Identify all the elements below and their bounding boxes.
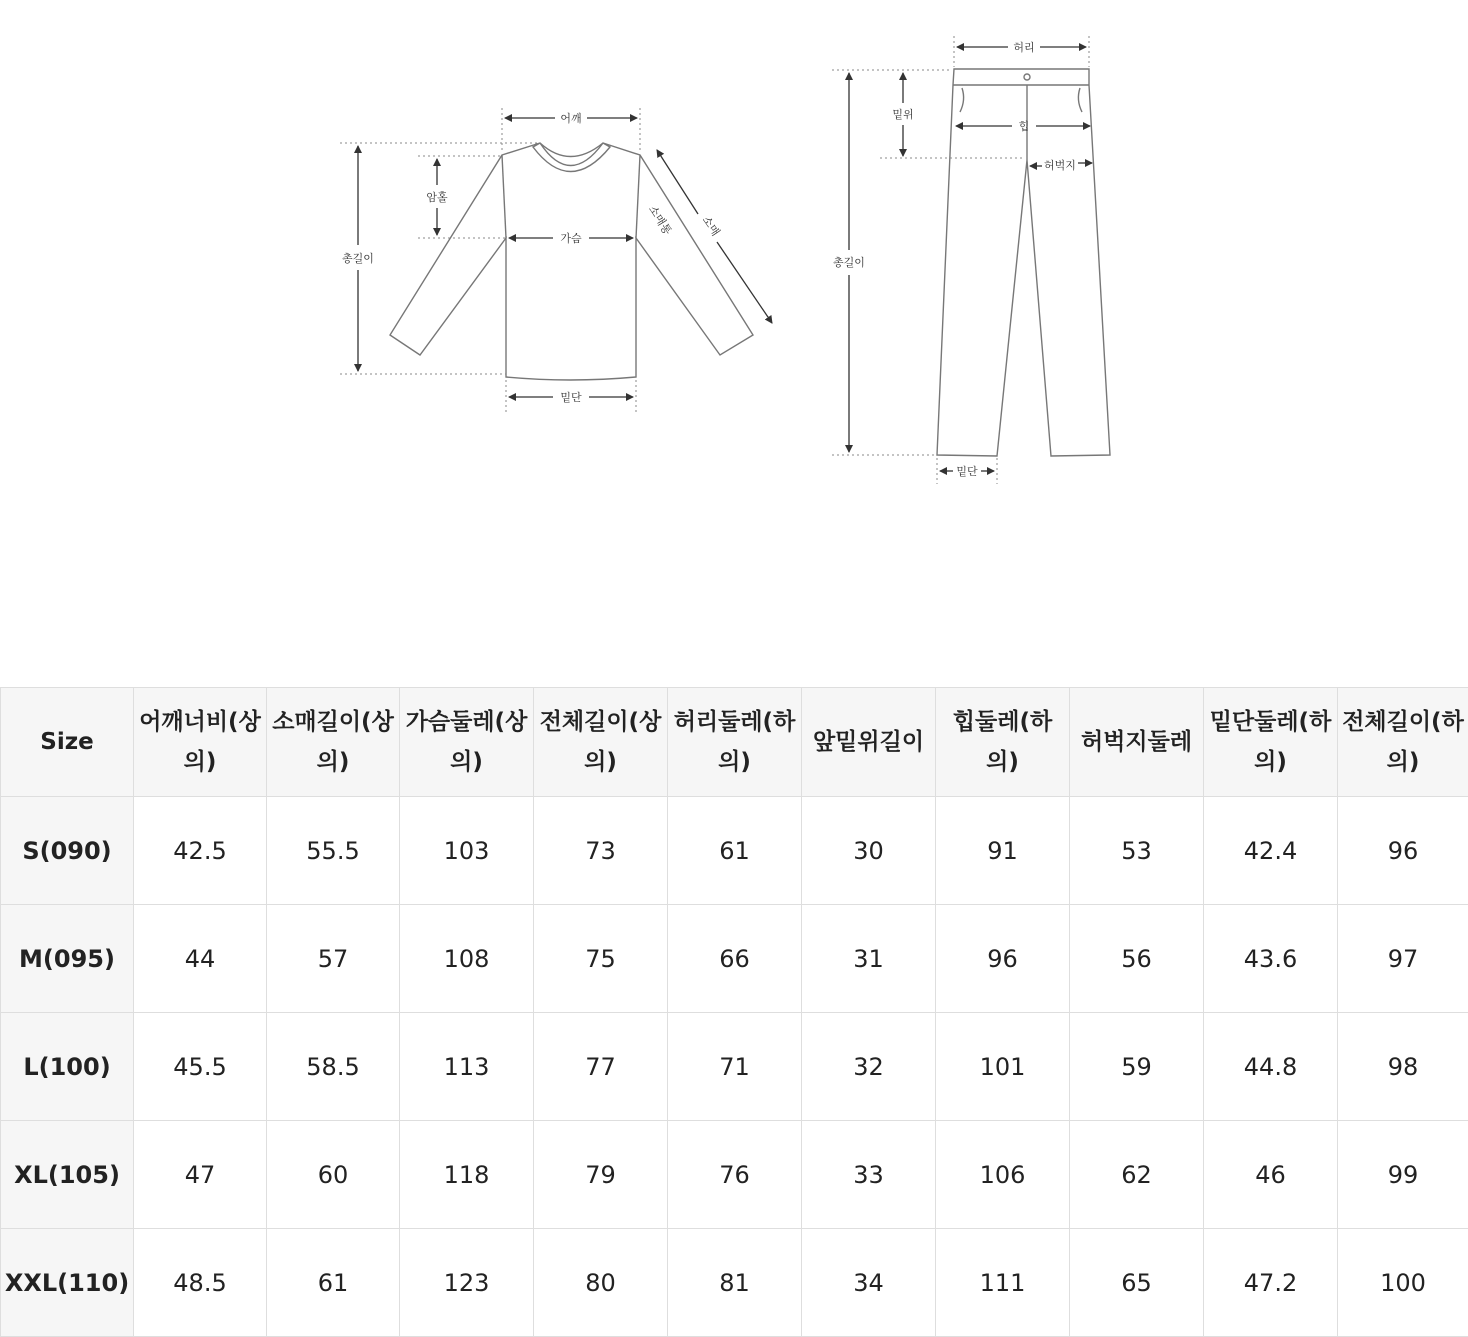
size-cell: L(100) [1,1013,134,1121]
table-cell: 91 [936,797,1070,905]
table-cell: 81 [668,1229,802,1337]
table-row [1,1013,1468,1121]
header-top-total-length: 전체길이(상의) [534,688,668,797]
table-cell: 32 [802,1013,936,1121]
table-cell: 96 [936,905,1070,1013]
armhole-dim-label: 암홀 [426,190,448,204]
top-right-seam [636,155,640,238]
header-hem: 밑단둘레(하의) [1204,688,1338,797]
table-cell: 44 [134,905,267,1013]
table-cell: 55.5 [267,797,400,905]
table-cell: 71 [668,1013,802,1121]
table-cell: 123 [400,1229,534,1337]
table-cell: 31 [802,905,936,1013]
table-cell: 59 [1070,1013,1204,1121]
bottom-garment-drawing [832,36,1110,484]
table-cell: 62 [1070,1121,1204,1229]
table-cell: 76 [668,1121,802,1229]
sleeve-dim-label: 소매 [700,213,723,238]
shoulder-dim-label: 어깨 [560,111,581,125]
header-size: Size [1,688,134,797]
table-cell: 33 [802,1121,936,1229]
table-cell: 80 [534,1229,668,1337]
table-cell: 34 [802,1229,936,1337]
pants-total-length-dim-label: 총길이 [833,255,865,269]
table-cell: 42.4 [1204,797,1338,905]
table-cell: 47 [134,1121,267,1229]
size-cell: XL(105) [1,1121,134,1229]
table-cell: 113 [400,1013,534,1121]
table-cell: 60 [267,1121,400,1229]
table-row [1,905,1468,1013]
table-cell: 43.6 [1204,905,1338,1013]
table-row [1,1121,1468,1229]
table-cell: 75 [534,905,668,1013]
table-cell: 58.5 [267,1013,400,1121]
size-cell: S(090) [1,797,134,905]
pants-left-pocket [960,88,964,112]
top-outline [390,143,753,380]
table-cell: 99 [1338,1121,1468,1229]
hip-dim-label: 힙 [1019,119,1030,133]
table-row [1,797,1468,905]
table-cell: 61 [267,1229,400,1337]
pants-hem-dim-label: 밑단 [956,464,978,478]
table-cell: 106 [936,1121,1070,1229]
table-cell: 61 [668,797,802,905]
top-hem-dim-label: 밑단 [560,390,582,404]
table-header-row [1,688,1468,797]
header-front-rise: 앞밑위길이 [802,688,936,797]
size-cell: M(095) [1,905,134,1013]
header-sleeve-length: 소매길이(상의) [267,688,400,797]
pants-button [1024,74,1030,80]
sleeve-cuff-dim-label: 소매통 [646,203,675,238]
table-cell: 48.5 [134,1229,267,1337]
table-cell: 111 [936,1229,1070,1337]
table-cell: 108 [400,905,534,1013]
header-hip: 힙둘레(하의) [936,688,1070,797]
table-cell: 73 [534,797,668,905]
top-garment-drawing [340,108,772,414]
header-shoulder-width: 어깨너비(상의) [134,688,267,797]
table-cell: 97 [1338,905,1468,1013]
table-cell: 96 [1338,797,1468,905]
header-thigh: 허벅지둘레 [1070,688,1204,797]
size-table [0,687,1468,1337]
table-cell: 98 [1338,1013,1468,1121]
table-cell: 47.2 [1204,1229,1338,1337]
table-cell: 65 [1070,1229,1204,1337]
pants-right-pocket [1078,88,1082,112]
table-cell: 53 [1070,797,1204,905]
rise-dim-label: 밑위 [892,107,913,121]
table-cell: 79 [534,1121,668,1229]
waist-dim-label: 허리 [1013,40,1034,54]
table-cell: 101 [936,1013,1070,1121]
table-cell: 77 [534,1013,668,1121]
top-left-seam [502,155,506,238]
header-chest: 가슴둘레(상의) [400,688,534,797]
size-cell: XXL(110) [1,1229,134,1337]
header-pants-total-length: 전체길이(하의) [1338,688,1468,797]
table-cell: 100 [1338,1229,1468,1337]
chest-dim-label: 가슴 [560,231,582,245]
table-cell: 45.5 [134,1013,267,1121]
table-cell: 30 [802,797,936,905]
size-diagram [0,0,1468,520]
top-total-length-dim-label: 총길이 [342,251,374,265]
table-cell: 103 [400,797,534,905]
table-cell: 46 [1204,1121,1338,1229]
top-neckline [540,143,603,166]
table-cell: 66 [668,905,802,1013]
header-waist: 허리둘레(하의) [668,688,802,797]
table-cell: 118 [400,1121,534,1229]
table-row [1,1229,1468,1337]
table-cell: 56 [1070,905,1204,1013]
table-cell: 57 [267,905,400,1013]
table-cell: 44.8 [1204,1013,1338,1121]
thigh-dim-label: 허벅지 [1044,158,1076,172]
table-cell: 42.5 [134,797,267,905]
